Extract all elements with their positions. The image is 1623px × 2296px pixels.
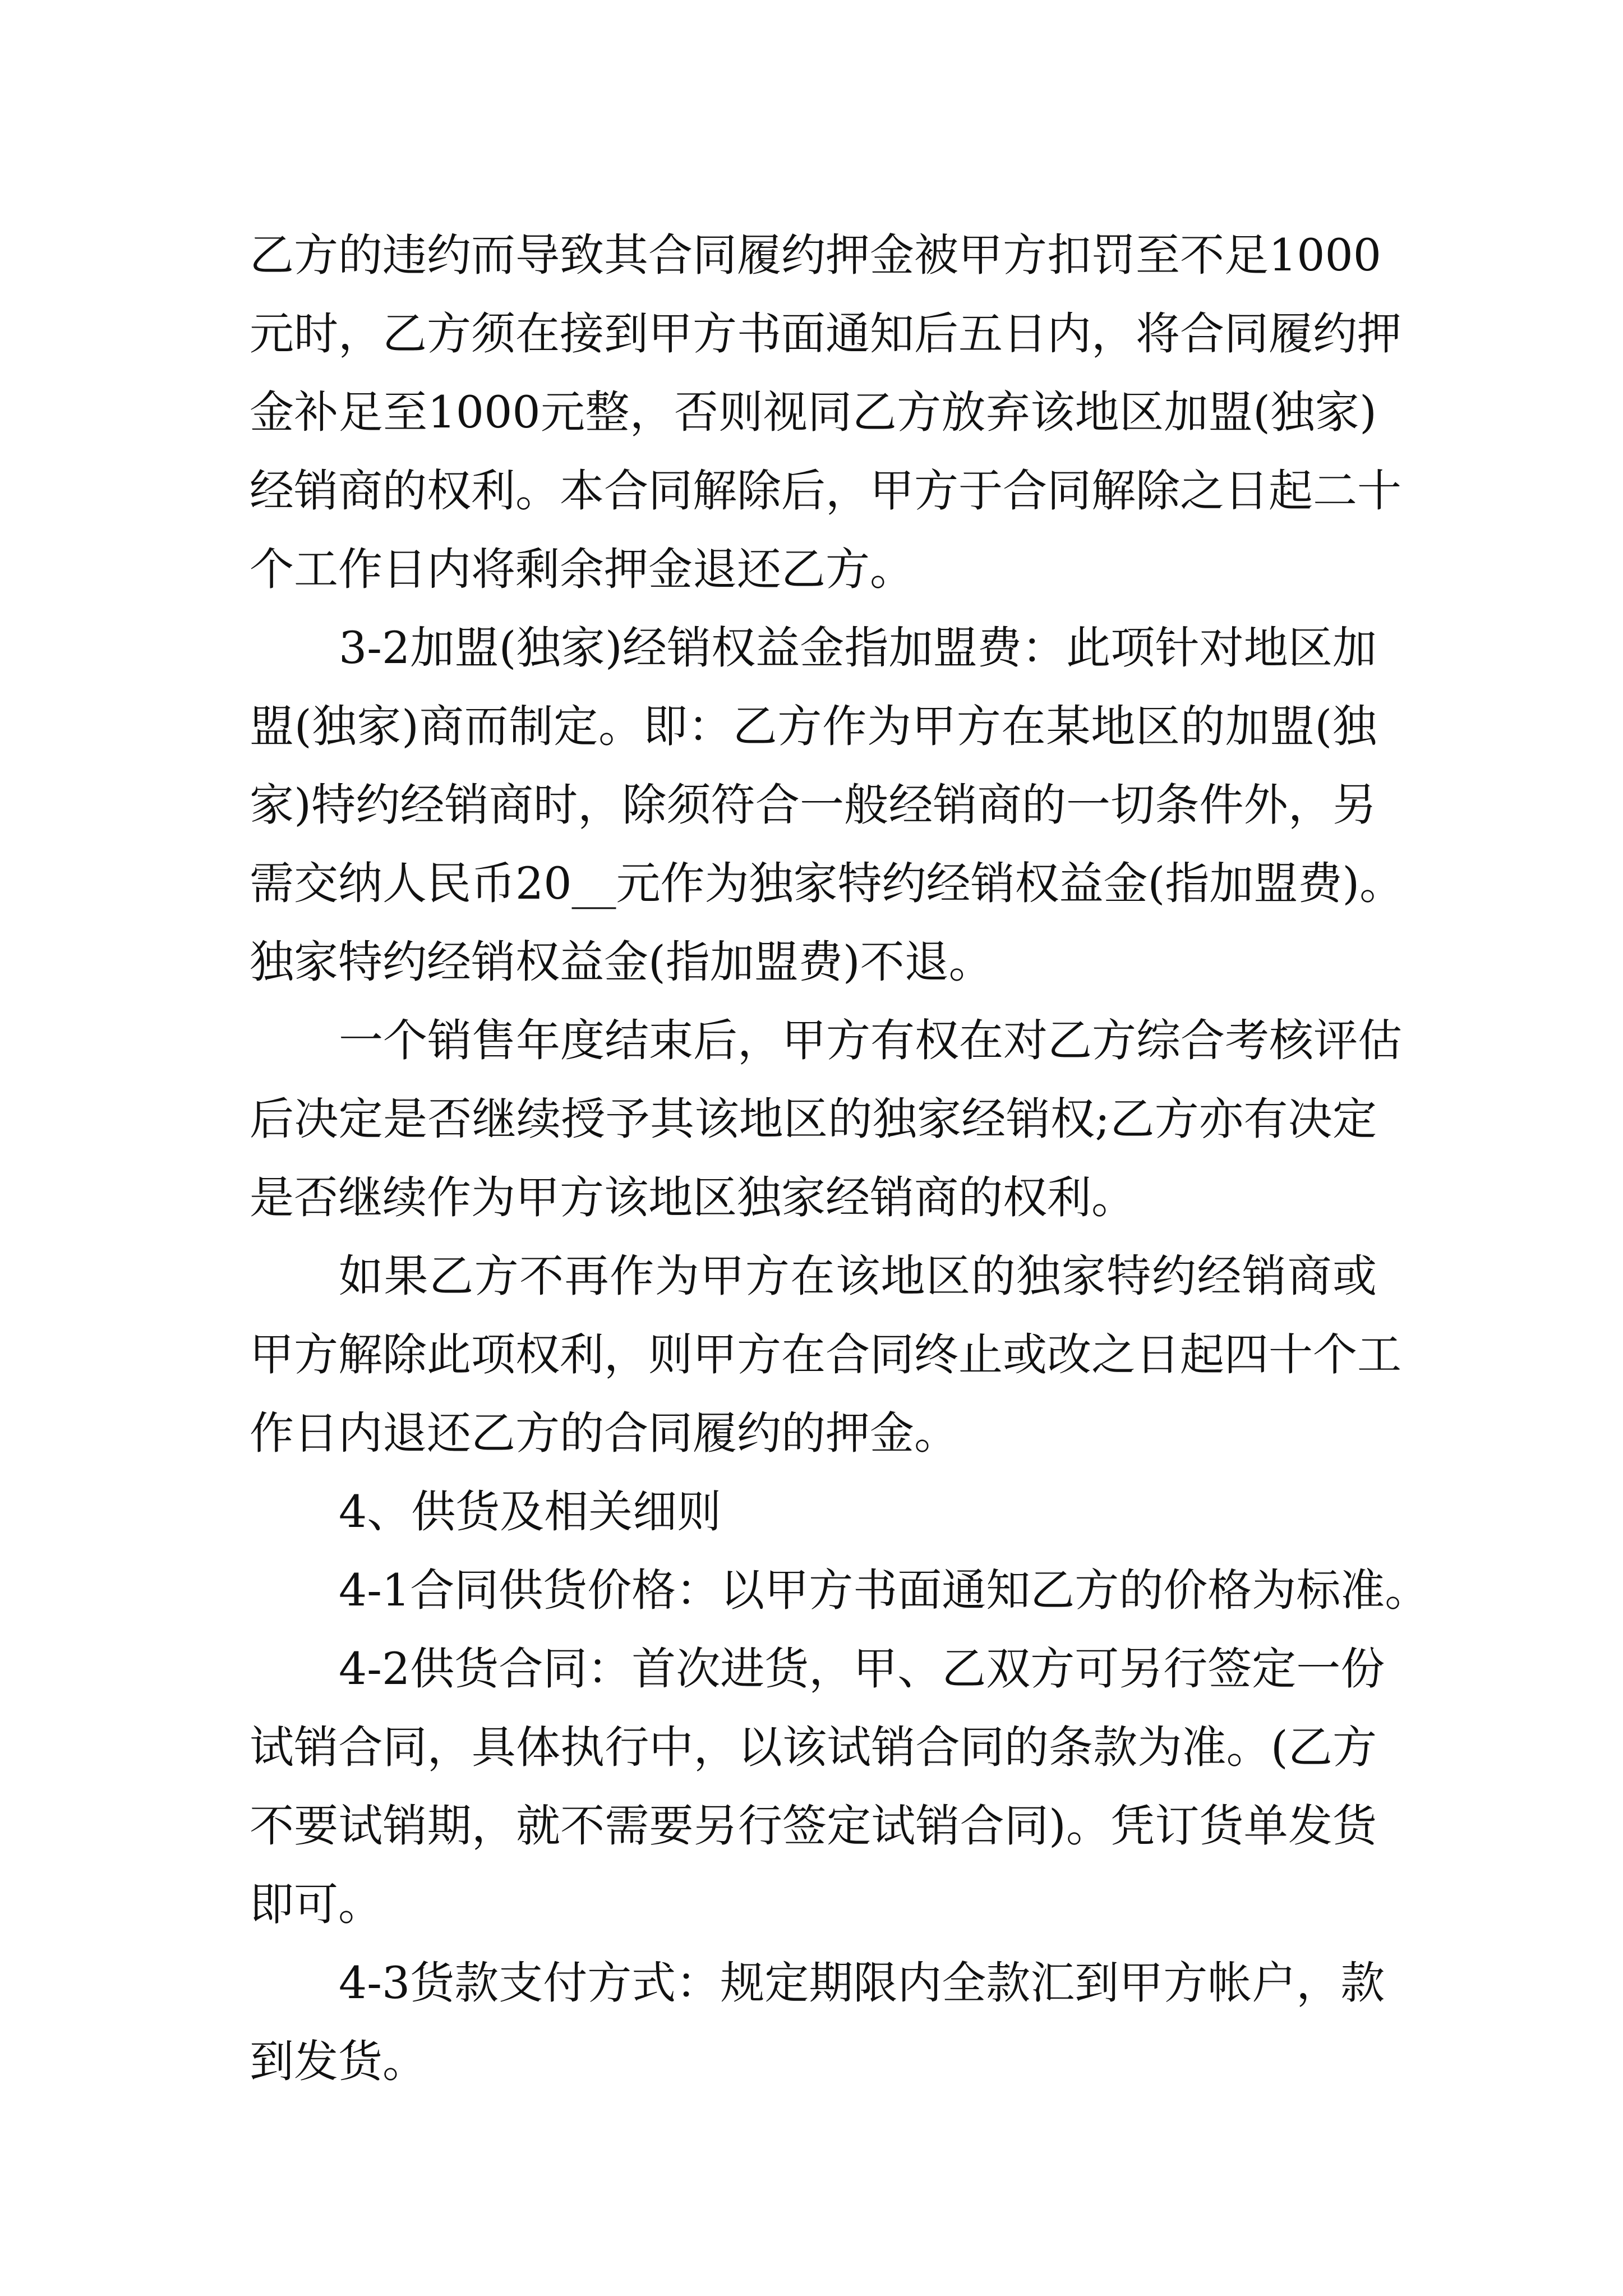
paragraph-line: 即可。 — [250, 1879, 382, 1930]
paragraph-line: 金补足至1000元整，否则视同乙方放弃该地区加盟(独家) — [250, 386, 1377, 438]
paragraph-line: 盟(独家)商而制定。即：乙方作为甲方在某地区的加盟(独 — [250, 701, 1377, 752]
section-heading: 4、供货及相关细则 — [339, 1486, 722, 1538]
paragraph-line: 4-2供货合同：首次进货，甲、乙双方可另行签定一份 — [339, 1643, 1385, 1695]
paragraph-line: 经销商的权利。本合同解除后，甲方于合同解除之日起二十 — [250, 465, 1401, 517]
paragraph-line: 如果乙方不再作为甲方在该地区的独家特约经销商或 — [339, 1250, 1377, 1302]
paragraph-line: 4-3货款支付方式：规定期限内全款汇到甲方帐户，款 — [339, 1957, 1385, 2009]
paragraph-line: 家)特约经销商时，除须符合一般经销商的一切条件外，另 — [250, 779, 1377, 831]
paragraph-line: 独家特约经销权益金(指加盟费)不退。 — [250, 936, 993, 988]
paragraph-line: 乙方的违约而导致其合同履约押金被甲方扣罚至不足1000 — [250, 229, 1382, 281]
paragraph-line: 个工作日内将剩余押金退还乙方。 — [250, 544, 914, 595]
paragraph-line: 是否继续作为甲方该地区独家经销商的权利。 — [250, 1172, 1136, 1223]
paragraph-line: 作日内退还乙方的合同履约的押金。 — [250, 1407, 958, 1459]
paragraph-line: 一个销售年度结束后，甲方有权在对乙方综合考核评估 — [339, 1015, 1402, 1066]
paragraph-line: 元时，乙方须在接到甲方书面通知后五日内，将合同履约押 — [250, 308, 1401, 360]
paragraph-line: 试销合同，具体执行中，以该试销合同的条款为准。(乙方 — [250, 1722, 1377, 1773]
paragraph-line: 不要试销期，就不需要另行签定试销合同)。凭订货单发货 — [250, 1800, 1377, 1852]
paragraph-line: 甲方解除此项权利，则甲方在合同终止或改之日起四十个工 — [250, 1329, 1401, 1381]
paragraph-line: 需交纳人民币20__元作为独家特约经销权益金(指加盟费)。 — [250, 858, 1404, 909]
paragraph-line: 3-2加盟(独家)经销权益金指加盟费：此项针对地区加 — [339, 622, 1377, 674]
paragraph-line: 4-1合同供货价格：以甲方书面通知乙方的价格为标准。 — [339, 1565, 1430, 1616]
paragraph-line: 后决定是否继续授予其该地区的独家经销权;乙方亦有决定 — [250, 1093, 1377, 1145]
paragraph-line: 到发货。 — [250, 2036, 427, 2087]
